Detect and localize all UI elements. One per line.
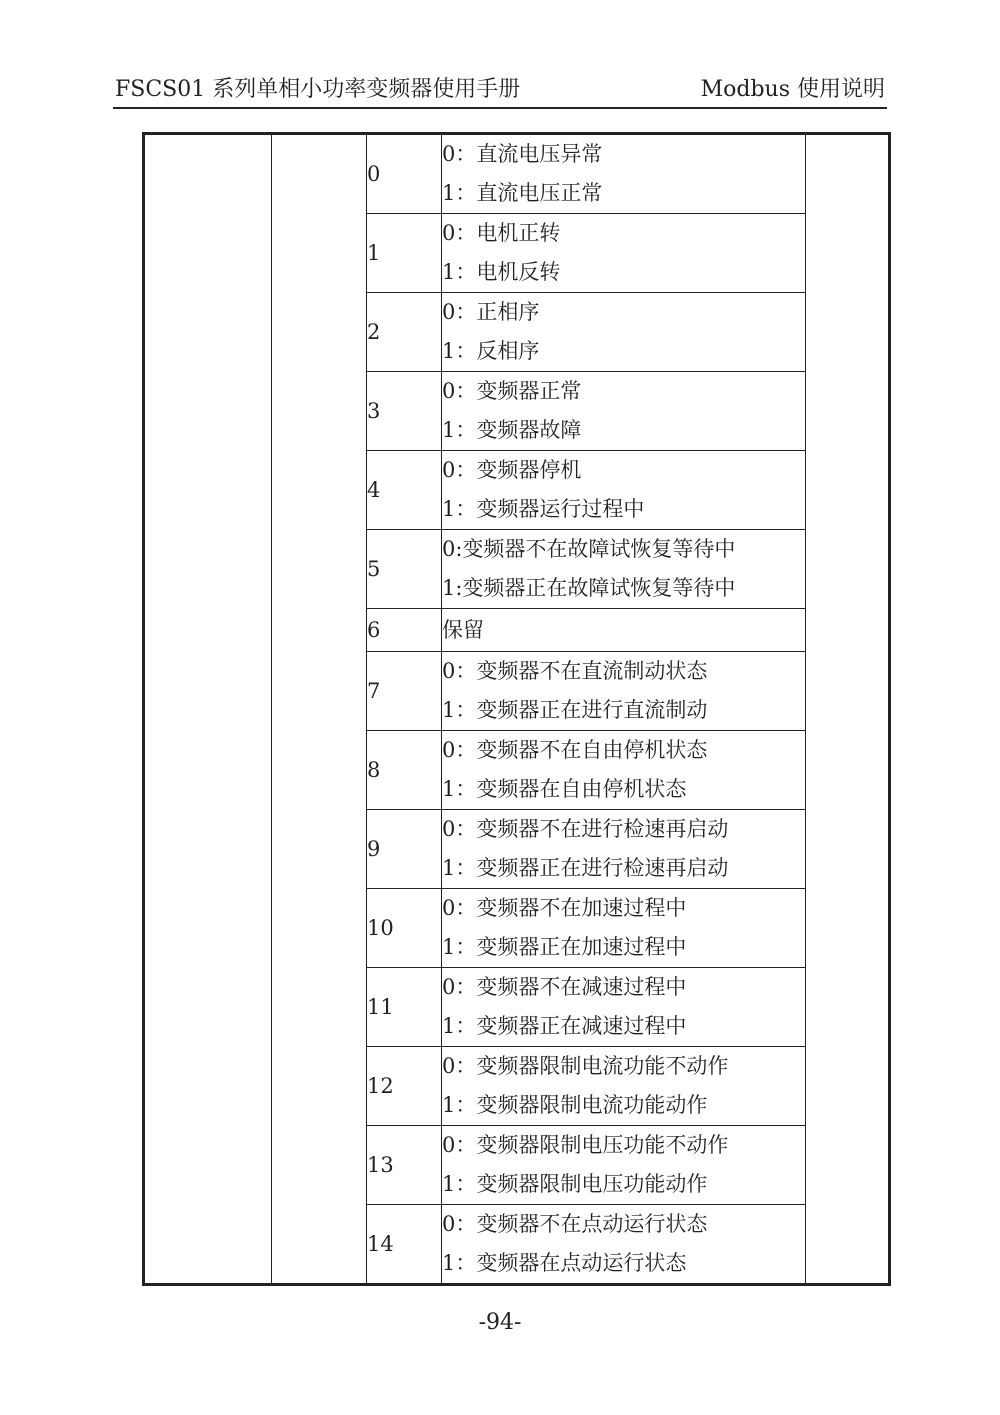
description-line: 保留 [442, 618, 484, 642]
bit-number: 6 [367, 609, 442, 652]
description-line: 0：变频器不在点动运行状态 [442, 1212, 708, 1236]
table-row [144, 134, 890, 214]
bit-description [442, 530, 806, 609]
description-line: 1:变频器正在故障试恢复等待中 [442, 576, 736, 600]
description-line: 1：变频器限制电流功能动作 [442, 1093, 708, 1117]
bit-number: 10 [367, 889, 442, 968]
description-line: 1：变频器故障 [442, 418, 582, 442]
description-line: 0：正相序 [442, 300, 540, 324]
description-line: 1：直流电压正常 [442, 181, 603, 205]
bit-description [442, 731, 806, 810]
description-line: 0：变频器不在加速过程中 [442, 896, 687, 920]
description-line: 0：变频器正常 [442, 379, 582, 403]
description-line: 0:变频器不在故障试恢复等待中 [442, 537, 736, 561]
bit-number: 3 [367, 372, 442, 451]
bit-description [442, 1126, 806, 1205]
bit-description [442, 1205, 806, 1285]
bit-number: 0 [367, 134, 442, 214]
blank-cell-name [272, 134, 367, 1285]
manual-title: FSCS01 系列单相小功率变频器使用手册 [115, 77, 521, 102]
header-rule [113, 107, 887, 109]
description-line: 1：电机反转 [442, 260, 561, 284]
description-line: 1：变频器正在减速过程中 [442, 1014, 687, 1038]
bit-number: 14 [367, 1205, 442, 1285]
bit-number: 4 [367, 451, 442, 530]
status-bits-table [142, 132, 891, 1286]
description-line: 0：电机正转 [442, 221, 561, 245]
description-line: 1：变频器正在进行直流制动 [442, 698, 708, 722]
description-line: 0：变频器不在自由停机状态 [442, 738, 708, 762]
blank-cell-remark [806, 134, 890, 1285]
bit-description [442, 1047, 806, 1126]
bit-number: 9 [367, 810, 442, 889]
description-line: 0：变频器不在直流制动状态 [442, 659, 708, 683]
bit-number: 2 [367, 293, 442, 372]
bit-description [442, 810, 806, 889]
description-line: 0：变频器不在进行检速再启动 [442, 817, 729, 841]
blank-cell-parameter [144, 134, 272, 1285]
description-line: 1：反相序 [442, 339, 540, 363]
bit-number: 7 [367, 652, 442, 731]
description-line: 1：变频器正在加速过程中 [442, 935, 687, 959]
bit-number: 5 [367, 530, 442, 609]
bit-description [442, 652, 806, 731]
bit-number: 11 [367, 968, 442, 1047]
bit-description [442, 372, 806, 451]
bit-number: 1 [367, 214, 442, 293]
description-line: 0：变频器限制电流功能不动作 [442, 1054, 729, 1078]
section-title: Modbus 使用说明 [700, 77, 885, 102]
page-number: -94- [478, 1310, 522, 1335]
description-line: 1：变频器限制电压功能动作 [442, 1172, 708, 1196]
bit-description [442, 214, 806, 293]
description-line: 1：变频器在自由停机状态 [442, 777, 687, 801]
bit-description [442, 451, 806, 530]
description-line: 0：变频器停机 [442, 458, 582, 482]
bit-description [442, 293, 806, 372]
bit-description [442, 134, 806, 214]
description-line: 1：变频器在点动运行状态 [442, 1251, 687, 1275]
bit-number: 8 [367, 731, 442, 810]
bit-number: 13 [367, 1126, 442, 1205]
description-line: 0：变频器限制电压功能不动作 [442, 1133, 729, 1157]
bit-description [442, 968, 806, 1047]
bit-description [442, 889, 806, 968]
description-line: 1：变频器正在进行检速再启动 [442, 856, 729, 880]
description-line: 1：变频器运行过程中 [442, 497, 645, 521]
status-bits-body [144, 134, 890, 1285]
bit-description [442, 609, 806, 652]
description-line: 0：变频器不在减速过程中 [442, 975, 687, 999]
page-header [113, 74, 887, 106]
bit-number: 12 [367, 1047, 442, 1126]
description-line: 0：直流电压异常 [442, 142, 603, 166]
